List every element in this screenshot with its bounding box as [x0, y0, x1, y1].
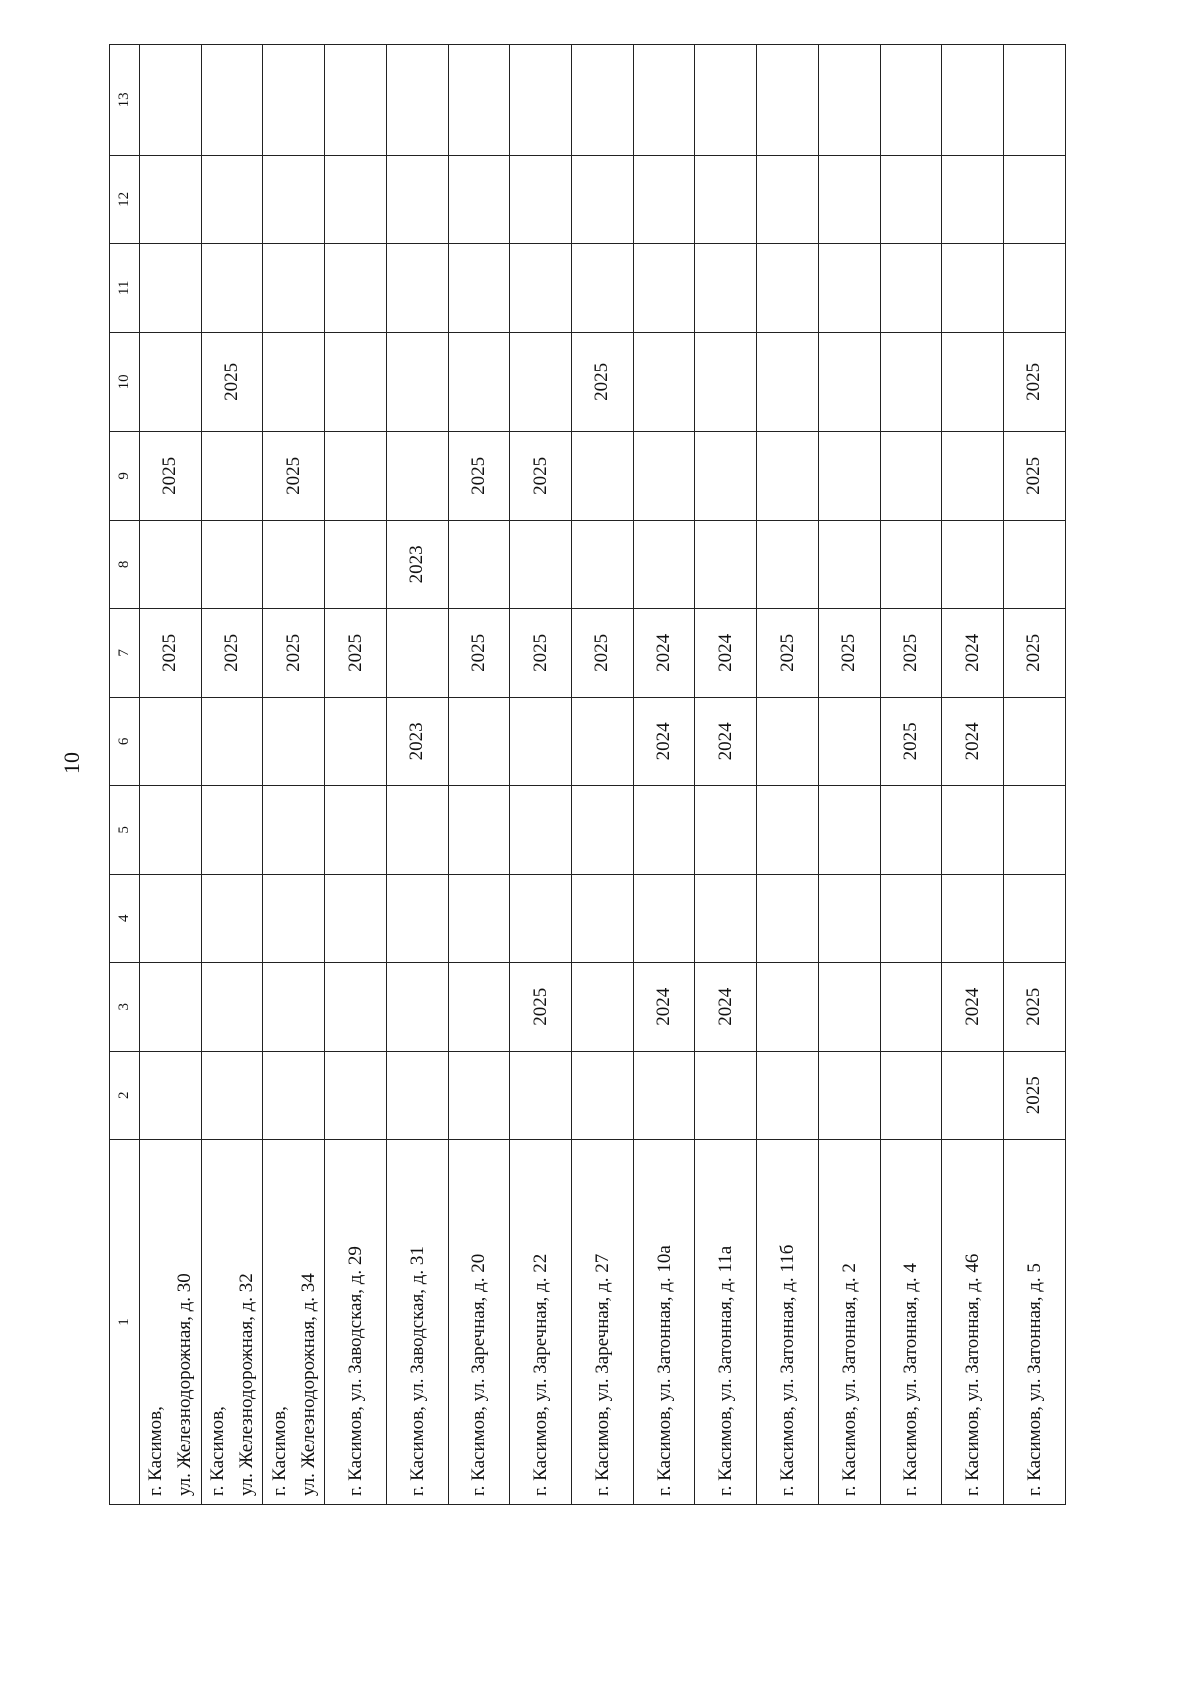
year-cell: [510, 786, 572, 874]
year-cell: [140, 963, 202, 1051]
year-cell: [757, 1051, 819, 1139]
year-cell: [695, 432, 757, 520]
year-cell: [325, 520, 387, 608]
year-cell: [1004, 697, 1066, 785]
year-cell: [325, 874, 387, 962]
year-cell: [695, 332, 757, 432]
address-cell: г. Касимов, ул. Затонная, д. 11а: [695, 1140, 757, 1505]
year-cell: [818, 332, 880, 432]
year-cell: [448, 697, 510, 785]
year-cell: [386, 432, 448, 520]
year-cell: [201, 432, 263, 520]
year-cell: [263, 1051, 325, 1139]
year-cell: [325, 332, 387, 432]
year-cell: [572, 244, 634, 332]
column-header-4: 4: [110, 874, 140, 962]
year-cell: [325, 155, 387, 243]
column-header-12: 12: [110, 155, 140, 243]
table-row: [510, 45, 572, 1505]
year-cell: 2025: [448, 432, 510, 520]
year-cell: 2025: [1004, 963, 1066, 1051]
year-cell: [201, 1051, 263, 1139]
column-header-5: 5: [110, 786, 140, 874]
year-cell: [1004, 244, 1066, 332]
year-cell: [263, 874, 325, 962]
schedule-table: [109, 44, 1066, 1505]
year-cell: [942, 786, 1004, 874]
year-cell: [633, 332, 695, 432]
address-cell: г. Касимов, ул. Затонная, д. 10а: [633, 1140, 695, 1505]
year-cell: [263, 45, 325, 156]
year-cell: [386, 874, 448, 962]
address-cell: г. Касимов, ул. Заречная, д. 22: [510, 1140, 572, 1505]
year-cell: [818, 244, 880, 332]
year-cell: [818, 963, 880, 1051]
year-cell: 2023: [386, 520, 448, 608]
year-cell: [942, 332, 1004, 432]
year-cell: [325, 45, 387, 156]
column-header-13: 13: [110, 45, 140, 156]
year-cell: [201, 874, 263, 962]
year-cell: [448, 332, 510, 432]
table-row: [201, 45, 263, 1505]
column-header-3: 3: [110, 963, 140, 1051]
column-header-2: 2: [110, 1051, 140, 1139]
year-cell: [695, 520, 757, 608]
address-cell: г. Касимов, ул. Заводская, д. 29: [325, 1140, 387, 1505]
year-cell: [386, 45, 448, 156]
year-cell: [140, 332, 202, 432]
year-cell: [942, 432, 1004, 520]
year-cell: [1004, 874, 1066, 962]
year-cell: [325, 1051, 387, 1139]
year-cell: [201, 45, 263, 156]
year-cell: [325, 697, 387, 785]
page-number: 10: [59, 752, 84, 774]
year-cell: [633, 45, 695, 156]
year-cell: [386, 1051, 448, 1139]
year-cell: [572, 1051, 634, 1139]
year-cell: [757, 432, 819, 520]
table-row: [1004, 45, 1066, 1505]
year-cell: 2025: [201, 332, 263, 432]
table-row: [757, 45, 819, 1505]
year-cell: [140, 874, 202, 962]
year-cell: [572, 155, 634, 243]
year-cell: [1004, 155, 1066, 243]
year-cell: [448, 45, 510, 156]
year-cell: [880, 786, 942, 874]
year-cell: [695, 244, 757, 332]
year-cell: [510, 1051, 572, 1139]
column-header-8: 8: [110, 520, 140, 608]
year-cell: [448, 874, 510, 962]
year-cell: [448, 786, 510, 874]
year-cell: 2025: [818, 609, 880, 697]
year-cell: [510, 520, 572, 608]
year-cell: 2024: [942, 609, 1004, 697]
year-cell: [386, 963, 448, 1051]
year-cell: [880, 45, 942, 156]
year-cell: 2025: [263, 432, 325, 520]
column-header-10: 10: [110, 332, 140, 432]
address-cell: г. Касимов, ул. Затонная, д. 5: [1004, 1140, 1066, 1505]
year-cell: [263, 786, 325, 874]
year-cell: 2024: [633, 963, 695, 1051]
year-cell: [880, 1051, 942, 1139]
year-cell: [633, 874, 695, 962]
year-cell: [880, 332, 942, 432]
year-cell: [572, 697, 634, 785]
year-cell: 2025: [263, 609, 325, 697]
year-cell: [757, 786, 819, 874]
year-cell: [572, 786, 634, 874]
address-cell: г. Касимов, ул. Затонная, д. 4: [880, 1140, 942, 1505]
year-cell: [695, 155, 757, 243]
year-cell: [448, 244, 510, 332]
year-cell: [880, 874, 942, 962]
year-cell: [510, 155, 572, 243]
year-cell: [942, 45, 1004, 156]
table-row: [325, 45, 387, 1505]
year-cell: [448, 155, 510, 243]
year-cell: [386, 332, 448, 432]
year-cell: 2025: [448, 609, 510, 697]
address-cell: г. Касимов, ул. Железнодорожная, д. 30: [140, 1140, 202, 1505]
year-cell: [510, 874, 572, 962]
year-cell: [1004, 45, 1066, 156]
year-cell: [386, 786, 448, 874]
year-cell: [510, 332, 572, 432]
year-cell: [263, 697, 325, 785]
year-cell: [818, 874, 880, 962]
year-cell: 2025: [510, 963, 572, 1051]
year-cell: 2024: [633, 697, 695, 785]
table-header-row: [110, 45, 140, 1505]
year-cell: 2025: [1004, 432, 1066, 520]
year-cell: [386, 155, 448, 243]
year-cell: 2025: [880, 609, 942, 697]
year-cell: [1004, 520, 1066, 608]
year-cell: [757, 874, 819, 962]
year-cell: [880, 155, 942, 243]
year-cell: [880, 432, 942, 520]
year-cell: [201, 155, 263, 243]
year-cell: [695, 45, 757, 156]
year-cell: [818, 520, 880, 608]
year-cell: [140, 1051, 202, 1139]
table-row: [572, 45, 634, 1505]
column-header-9: 9: [110, 432, 140, 520]
table-row: [448, 45, 510, 1505]
year-cell: [386, 244, 448, 332]
year-cell: [880, 244, 942, 332]
year-cell: 2025: [757, 609, 819, 697]
year-cell: [633, 432, 695, 520]
year-cell: [757, 244, 819, 332]
table-row: [140, 45, 202, 1505]
year-cell: [633, 786, 695, 874]
year-cell: [572, 520, 634, 608]
year-cell: [263, 244, 325, 332]
year-cell: [880, 520, 942, 608]
year-cell: [572, 963, 634, 1051]
address-cell: г. Касимов, ул. Затонная, д. 2: [818, 1140, 880, 1505]
year-cell: 2025: [510, 432, 572, 520]
address-cell: г. Касимов, ул. Заречная, д. 20: [448, 1140, 510, 1505]
year-cell: [757, 520, 819, 608]
address-cell: г. Касимов, ул. Затонная, д. 46: [942, 1140, 1004, 1505]
year-cell: 2025: [1004, 1051, 1066, 1139]
year-cell: [942, 520, 1004, 608]
year-cell: [818, 786, 880, 874]
year-cell: 2024: [942, 963, 1004, 1051]
year-cell: [201, 244, 263, 332]
year-cell: [818, 155, 880, 243]
year-cell: 2024: [942, 697, 1004, 785]
year-cell: 2025: [1004, 332, 1066, 432]
year-cell: [263, 155, 325, 243]
year-cell: [757, 155, 819, 243]
year-cell: [325, 432, 387, 520]
year-cell: [818, 1051, 880, 1139]
year-cell: [942, 244, 1004, 332]
year-cell: 2025: [572, 332, 634, 432]
year-cell: [325, 786, 387, 874]
year-cell: [263, 332, 325, 432]
year-cell: [880, 963, 942, 1051]
year-cell: [572, 432, 634, 520]
year-cell: [942, 155, 1004, 243]
year-cell: [633, 155, 695, 243]
year-cell: [325, 244, 387, 332]
table-row: [942, 45, 1004, 1505]
year-cell: [201, 520, 263, 608]
year-cell: [695, 1051, 757, 1139]
year-cell: [757, 332, 819, 432]
year-cell: [448, 520, 510, 608]
year-cell: [510, 697, 572, 785]
year-cell: [818, 432, 880, 520]
year-cell: [201, 786, 263, 874]
address-cell: г. Касимов, ул. Заречная, д. 27: [572, 1140, 634, 1505]
address-cell: г. Касимов, ул. Железнодорожная, д. 32: [201, 1140, 263, 1505]
year-cell: [818, 45, 880, 156]
year-cell: 2024: [695, 697, 757, 785]
address-cell: г. Касимов, ул. Затонная, д. 11б: [757, 1140, 819, 1505]
year-cell: [448, 1051, 510, 1139]
year-cell: [942, 874, 1004, 962]
year-cell: [572, 45, 634, 156]
year-cell: [263, 520, 325, 608]
year-cell: 2024: [695, 963, 757, 1051]
schedule-table-wrapper: [109, 45, 1064, 1505]
year-cell: [140, 786, 202, 874]
year-cell: 2025: [325, 609, 387, 697]
table-row: [880, 45, 942, 1505]
year-cell: [140, 45, 202, 156]
year-cell: [201, 697, 263, 785]
address-cell: г. Касимов, ул. Железнодорожная, д. 34: [263, 1140, 325, 1505]
year-cell: 2025: [510, 609, 572, 697]
year-cell: 2025: [140, 432, 202, 520]
column-header-1: 1: [110, 1140, 140, 1505]
year-cell: [757, 963, 819, 1051]
address-cell: г. Касимов, ул. Заводская, д. 31: [386, 1140, 448, 1505]
year-cell: [140, 520, 202, 608]
table-row: [695, 45, 757, 1505]
year-cell: [695, 786, 757, 874]
year-cell: [633, 520, 695, 608]
year-cell: [942, 1051, 1004, 1139]
column-header-11: 11: [110, 244, 140, 332]
year-cell: [1004, 786, 1066, 874]
year-cell: [633, 244, 695, 332]
year-cell: 2025: [140, 609, 202, 697]
year-cell: 2025: [572, 609, 634, 697]
year-cell: [325, 963, 387, 1051]
year-cell: [633, 1051, 695, 1139]
year-cell: [572, 874, 634, 962]
year-cell: [140, 697, 202, 785]
year-cell: [818, 697, 880, 785]
column-header-7: 7: [110, 609, 140, 697]
year-cell: [757, 697, 819, 785]
year-cell: 2024: [695, 609, 757, 697]
table-row: [818, 45, 880, 1505]
year-cell: [201, 963, 263, 1051]
year-cell: [386, 609, 448, 697]
year-cell: [757, 45, 819, 156]
year-cell: 2025: [880, 697, 942, 785]
table-row: [633, 45, 695, 1505]
column-header-6: 6: [110, 697, 140, 785]
year-cell: [510, 244, 572, 332]
year-cell: 2024: [633, 609, 695, 697]
table-row: [263, 45, 325, 1505]
year-cell: 2023: [386, 697, 448, 785]
year-cell: [140, 155, 202, 243]
year-cell: [448, 963, 510, 1051]
table-row: [386, 45, 448, 1505]
year-cell: 2025: [201, 609, 263, 697]
year-cell: [510, 45, 572, 156]
year-cell: [140, 244, 202, 332]
year-cell: 2025: [1004, 609, 1066, 697]
year-cell: [263, 963, 325, 1051]
year-cell: [695, 874, 757, 962]
